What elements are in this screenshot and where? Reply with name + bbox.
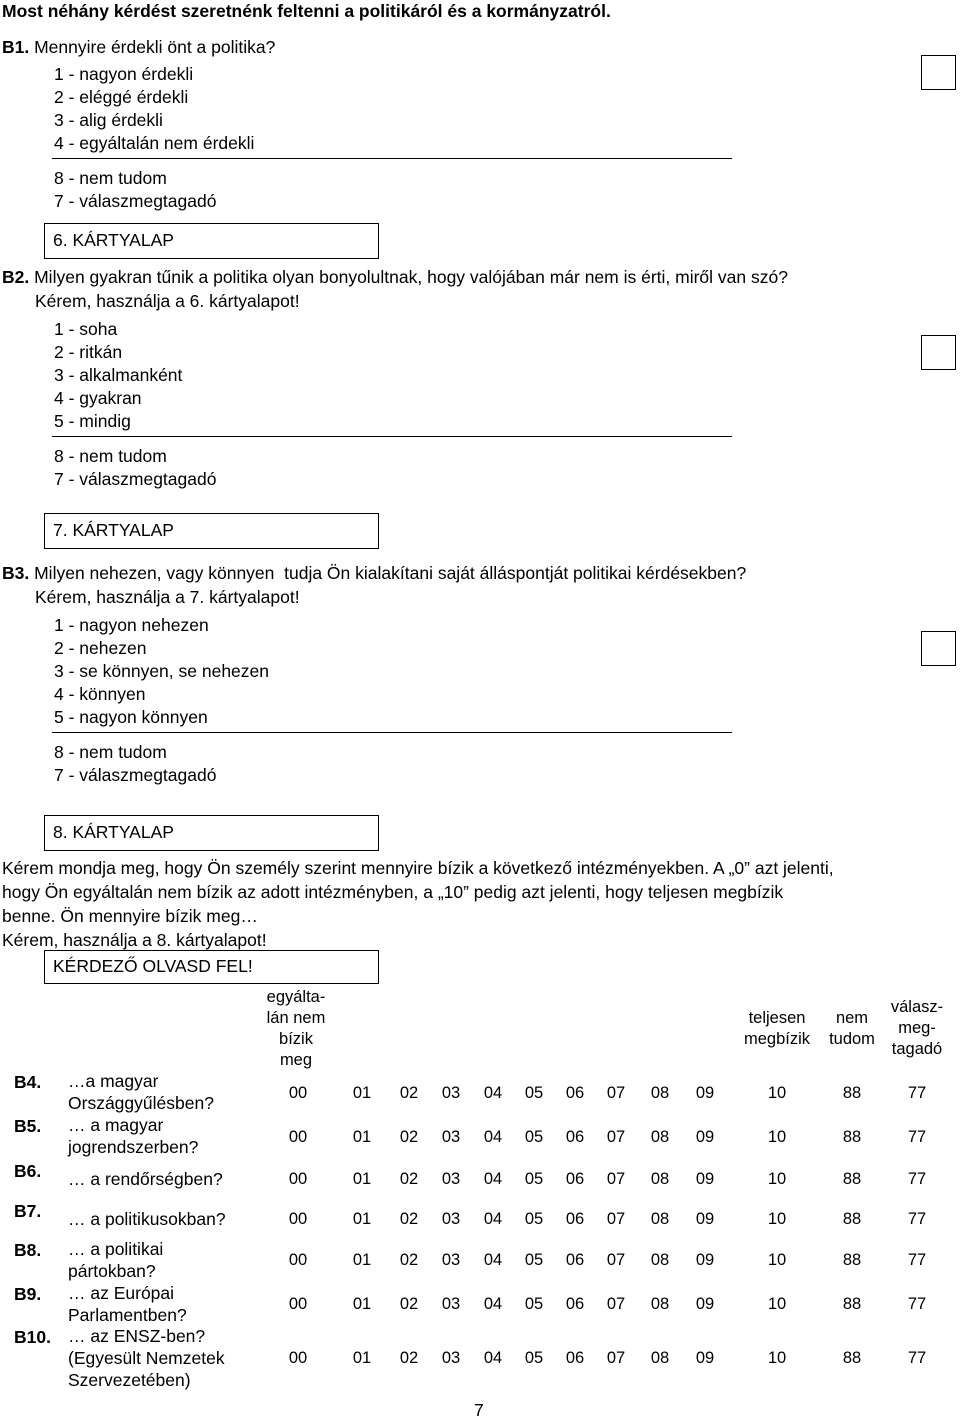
trust-intro-line: hogy Ön egyáltalán nem bízik az adott intézményben, a „10” pedig azt jelenti, hogy teljesen megbízik <box>2 882 784 902</box>
question-id: B2. <box>2 267 30 287</box>
scale-option[interactable]: 01 <box>352 1128 372 1146</box>
scale-option[interactable]: 77 <box>907 1349 927 1367</box>
divider <box>52 732 732 733</box>
scale-option[interactable]: 88 <box>842 1210 862 1228</box>
scale-option[interactable]: 02 <box>399 1349 419 1367</box>
scale-option[interactable]: 09 <box>695 1349 715 1367</box>
scale-option[interactable]: 06 <box>565 1251 585 1269</box>
row-id: B6. <box>14 1161 42 1181</box>
scale-option[interactable]: 00 <box>288 1170 308 1188</box>
row-label: …a magyar Országgyűlésben? <box>68 1071 214 1113</box>
answer-option-dont-know: 8 - nem tudom <box>54 742 167 762</box>
card-label-8 <box>44 815 379 851</box>
scale-option[interactable]: 01 <box>352 1349 372 1367</box>
answer-option-dont-know: 8 - nem tudom <box>54 446 167 466</box>
answer-option: 2 - ritkán <box>54 342 123 362</box>
question-text: Milyen gyakran tűnik a politika olyan bonyolultnak, hogy valójában már nem is érti, miről van szó? <box>34 267 788 287</box>
scale-option[interactable]: 09 <box>695 1170 715 1188</box>
scale-option[interactable]: 09 <box>695 1084 715 1102</box>
scale-option[interactable]: 01 <box>352 1295 372 1313</box>
answer-option: 3 - alkalmanként <box>54 365 183 385</box>
row-label: … a magyar jogrendszerben? <box>68 1115 199 1157</box>
scale-option[interactable]: 09 <box>695 1210 715 1228</box>
answer-option: 2 - nehezen <box>54 638 147 658</box>
divider <box>52 436 732 437</box>
scale-option[interactable]: 10 <box>767 1349 787 1367</box>
answer-option-refuse: 7 - válaszmegtagadó <box>54 191 217 211</box>
scale-option[interactable]: 77 <box>907 1251 927 1269</box>
scale-option[interactable]: 06 <box>565 1084 585 1102</box>
answer-option: 5 - mindig <box>54 411 131 431</box>
scale-option[interactable]: 03 <box>441 1251 461 1269</box>
scale-option[interactable]: 05 <box>524 1295 544 1313</box>
answer-option: 3 - se könnyen, se nehezen <box>54 661 270 681</box>
answer-option: 4 - könnyen <box>54 684 146 704</box>
divider <box>52 158 732 159</box>
scale-option[interactable]: 07 <box>606 1210 626 1228</box>
scale-option[interactable]: 88 <box>842 1295 862 1313</box>
scale-option[interactable]: 00 <box>288 1295 308 1313</box>
trust-instruction: Kérem, használja a 8. kártyalapot! <box>2 930 267 950</box>
scale-option[interactable]: 00 <box>288 1084 308 1102</box>
scale-option[interactable]: 06 <box>565 1128 585 1146</box>
answer-option: 4 - egyáltalán nem érdekli <box>54 133 255 153</box>
scale-option[interactable]: 02 <box>399 1210 419 1228</box>
scale-option[interactable]: 77 <box>907 1295 927 1313</box>
row-id: B10. <box>14 1327 51 1347</box>
interviewer-note <box>44 950 379 984</box>
row-id: B7. <box>14 1201 42 1221</box>
row-label: … az ENSZ-ben? (Egyesült Nemzetek Szervezetében) <box>68 1326 225 1390</box>
answer-option: 2 - eléggé érdekli <box>54 87 189 107</box>
scale-option[interactable]: 05 <box>524 1084 544 1102</box>
scale-option[interactable]: 88 <box>842 1084 862 1102</box>
card-label-text: 8. KÁRTYALAP <box>53 822 174 842</box>
row-id: B9. <box>14 1284 42 1304</box>
row-label: … a rendőrségben? <box>68 1169 223 1189</box>
scale-option[interactable]: 08 <box>650 1084 670 1102</box>
scale-option[interactable]: 88 <box>842 1128 862 1146</box>
scale-option[interactable]: 07 <box>606 1251 626 1269</box>
scale-option[interactable]: 05 <box>524 1210 544 1228</box>
scale-option[interactable]: 10 <box>767 1295 787 1313</box>
scale-option[interactable]: 08 <box>650 1128 670 1146</box>
row-id: B4. <box>14 1072 42 1092</box>
answer-option: 1 - nagyon nehezen <box>54 615 209 635</box>
question-id: B3. <box>2 563 30 583</box>
scale-option[interactable]: 10 <box>767 1084 787 1102</box>
instruction: Kérem, használja a 7. kártyalapot! <box>35 587 300 607</box>
row-label: … a politikusokban? <box>68 1209 226 1229</box>
scale-option[interactable]: 10 <box>767 1210 787 1228</box>
scale-option[interactable]: 07 <box>606 1295 626 1313</box>
scale-option[interactable]: 01 <box>352 1084 372 1102</box>
question-b1 <box>2 36 275 58</box>
scale-option[interactable]: 77 <box>907 1084 927 1102</box>
answer-option: 4 - gyakran <box>54 388 142 408</box>
section-intro: Most néhány kérdést szeretnénk feltenni a politikáról és a kormányzatról. <box>2 1 611 21</box>
header-refuse: válasz- meg- tagadó <box>890 998 944 1058</box>
scale-option[interactable]: 03 <box>441 1349 461 1367</box>
trust-intro-line: Kérem mondja meg, hogy Ön személy szerint mennyire bízik a következő intézményekben. A „0” azt jelenti, <box>2 858 834 878</box>
scale-option[interactable]: 09 <box>695 1251 715 1269</box>
scale-option[interactable]: 06 <box>565 1349 585 1367</box>
scale-option[interactable]: 00 <box>288 1128 308 1146</box>
scale-option[interactable]: 00 <box>288 1210 308 1228</box>
scale-option[interactable]: 08 <box>650 1295 670 1313</box>
scale-option[interactable]: 07 <box>606 1349 626 1367</box>
answer-option: 3 - alig érdekli <box>54 110 163 130</box>
answer-option: 5 - nagyon könnyen <box>54 707 208 727</box>
card-label-text: 6. KÁRTYALAP <box>53 230 174 250</box>
card-label-7 <box>44 513 379 549</box>
scale-option[interactable]: 88 <box>842 1349 862 1367</box>
scale-option[interactable]: 77 <box>907 1128 927 1146</box>
scale-option[interactable]: 88 <box>842 1170 862 1188</box>
interviewer-note-text: KÉRDEZŐ OLVASD FEL! <box>53 956 253 976</box>
scale-option[interactable]: 10 <box>767 1251 787 1269</box>
trust-intro-line: benne. Ön mennyire bízik meg… <box>2 906 258 926</box>
answer-option: 1 - nagyon érdekli <box>54 64 194 84</box>
scale-option[interactable]: 08 <box>650 1349 670 1367</box>
row-id: B5. <box>14 1116 42 1136</box>
scale-option[interactable]: 05 <box>524 1349 544 1367</box>
scale-option[interactable]: 05 <box>524 1128 544 1146</box>
scale-option[interactable]: 06 <box>565 1170 585 1188</box>
scale-option[interactable]: 08 <box>650 1251 670 1269</box>
question-b3 <box>2 562 746 584</box>
scale-option[interactable]: 77 <box>907 1170 927 1188</box>
scale-option[interactable]: 88 <box>842 1251 862 1269</box>
question-id: B1. <box>2 37 30 57</box>
scale-option[interactable]: 01 <box>352 1251 372 1269</box>
header-full-trust: teljesen megbízik <box>743 1009 811 1048</box>
scale-option[interactable]: 07 <box>606 1084 626 1102</box>
scale-option[interactable]: 07 <box>606 1170 626 1188</box>
scale-option[interactable]: 03 <box>441 1170 461 1188</box>
scale-option[interactable]: 01 <box>352 1170 372 1188</box>
page-number: 7 <box>474 1400 484 1420</box>
answer-option: 1 - soha <box>54 319 118 339</box>
scale-option[interactable]: 00 <box>288 1349 308 1367</box>
scale-option[interactable]: 03 <box>441 1295 461 1313</box>
scale-option[interactable]: 04 <box>483 1084 503 1102</box>
scale-option[interactable]: 03 <box>441 1084 461 1102</box>
scale-option[interactable]: 10 <box>767 1128 787 1146</box>
scale-option[interactable]: 07 <box>606 1128 626 1146</box>
scale-option[interactable]: 06 <box>565 1210 585 1228</box>
header-no-trust: egyálta- lán nem bízik meg <box>266 988 326 1069</box>
scale-option[interactable]: 04 <box>483 1128 503 1146</box>
question-text: Mennyire érdekli önt a politika? <box>34 37 276 57</box>
scale-option[interactable]: 08 <box>650 1170 670 1188</box>
scale-option[interactable]: 04 <box>483 1170 503 1188</box>
scale-option[interactable]: 00 <box>288 1251 308 1269</box>
answer-option-refuse: 7 - válaszmegtagadó <box>54 469 217 489</box>
scale-option[interactable]: 02 <box>399 1084 419 1102</box>
answer-box-b3[interactable] <box>921 631 956 666</box>
answer-box-b2[interactable] <box>921 335 956 370</box>
question-text: Milyen nehezen, vagy könnyen tudja Ön kialakítani saját álláspontját politikai kérdésekben? <box>34 563 747 583</box>
scale-option[interactable]: 77 <box>907 1210 927 1228</box>
scale-option[interactable]: 04 <box>483 1210 503 1228</box>
scale-option[interactable]: 05 <box>524 1170 544 1188</box>
scale-option[interactable]: 02 <box>399 1251 419 1269</box>
answer-option-dont-know: 8 - nem tudom <box>54 168 167 188</box>
scale-option[interactable]: 10 <box>767 1170 787 1188</box>
scale-option[interactable]: 02 <box>399 1128 419 1146</box>
row-label: … az Európai Parlamentben? <box>68 1283 187 1325</box>
scale-option[interactable]: 03 <box>441 1128 461 1146</box>
scale-option[interactable]: 05 <box>524 1251 544 1269</box>
instruction: Kérem, használja a 6. kártyalapot! <box>35 291 300 311</box>
row-id: B8. <box>14 1240 42 1260</box>
card-label-text: 7. KÁRTYALAP <box>53 520 174 540</box>
scale-option[interactable]: 09 <box>695 1295 715 1313</box>
scale-option[interactable]: 08 <box>650 1210 670 1228</box>
scale-option[interactable]: 04 <box>483 1349 503 1367</box>
card-label-6 <box>44 223 379 259</box>
answer-option-refuse: 7 - válaszmegtagadó <box>54 765 217 785</box>
scale-option[interactable]: 09 <box>695 1128 715 1146</box>
question-b2 <box>2 266 788 288</box>
row-label: … a politikai pártokban? <box>68 1239 164 1281</box>
scale-option[interactable]: 04 <box>483 1251 503 1269</box>
scale-option[interactable]: 02 <box>399 1170 419 1188</box>
header-dont-know: nem tudom <box>829 1009 875 1048</box>
answer-box-b1[interactable] <box>921 55 956 90</box>
scale-option[interactable]: 02 <box>399 1295 419 1313</box>
scale-option[interactable]: 03 <box>441 1210 461 1228</box>
scale-option[interactable]: 01 <box>352 1210 372 1228</box>
scale-option[interactable]: 06 <box>565 1295 585 1313</box>
scale-option[interactable]: 04 <box>483 1295 503 1313</box>
